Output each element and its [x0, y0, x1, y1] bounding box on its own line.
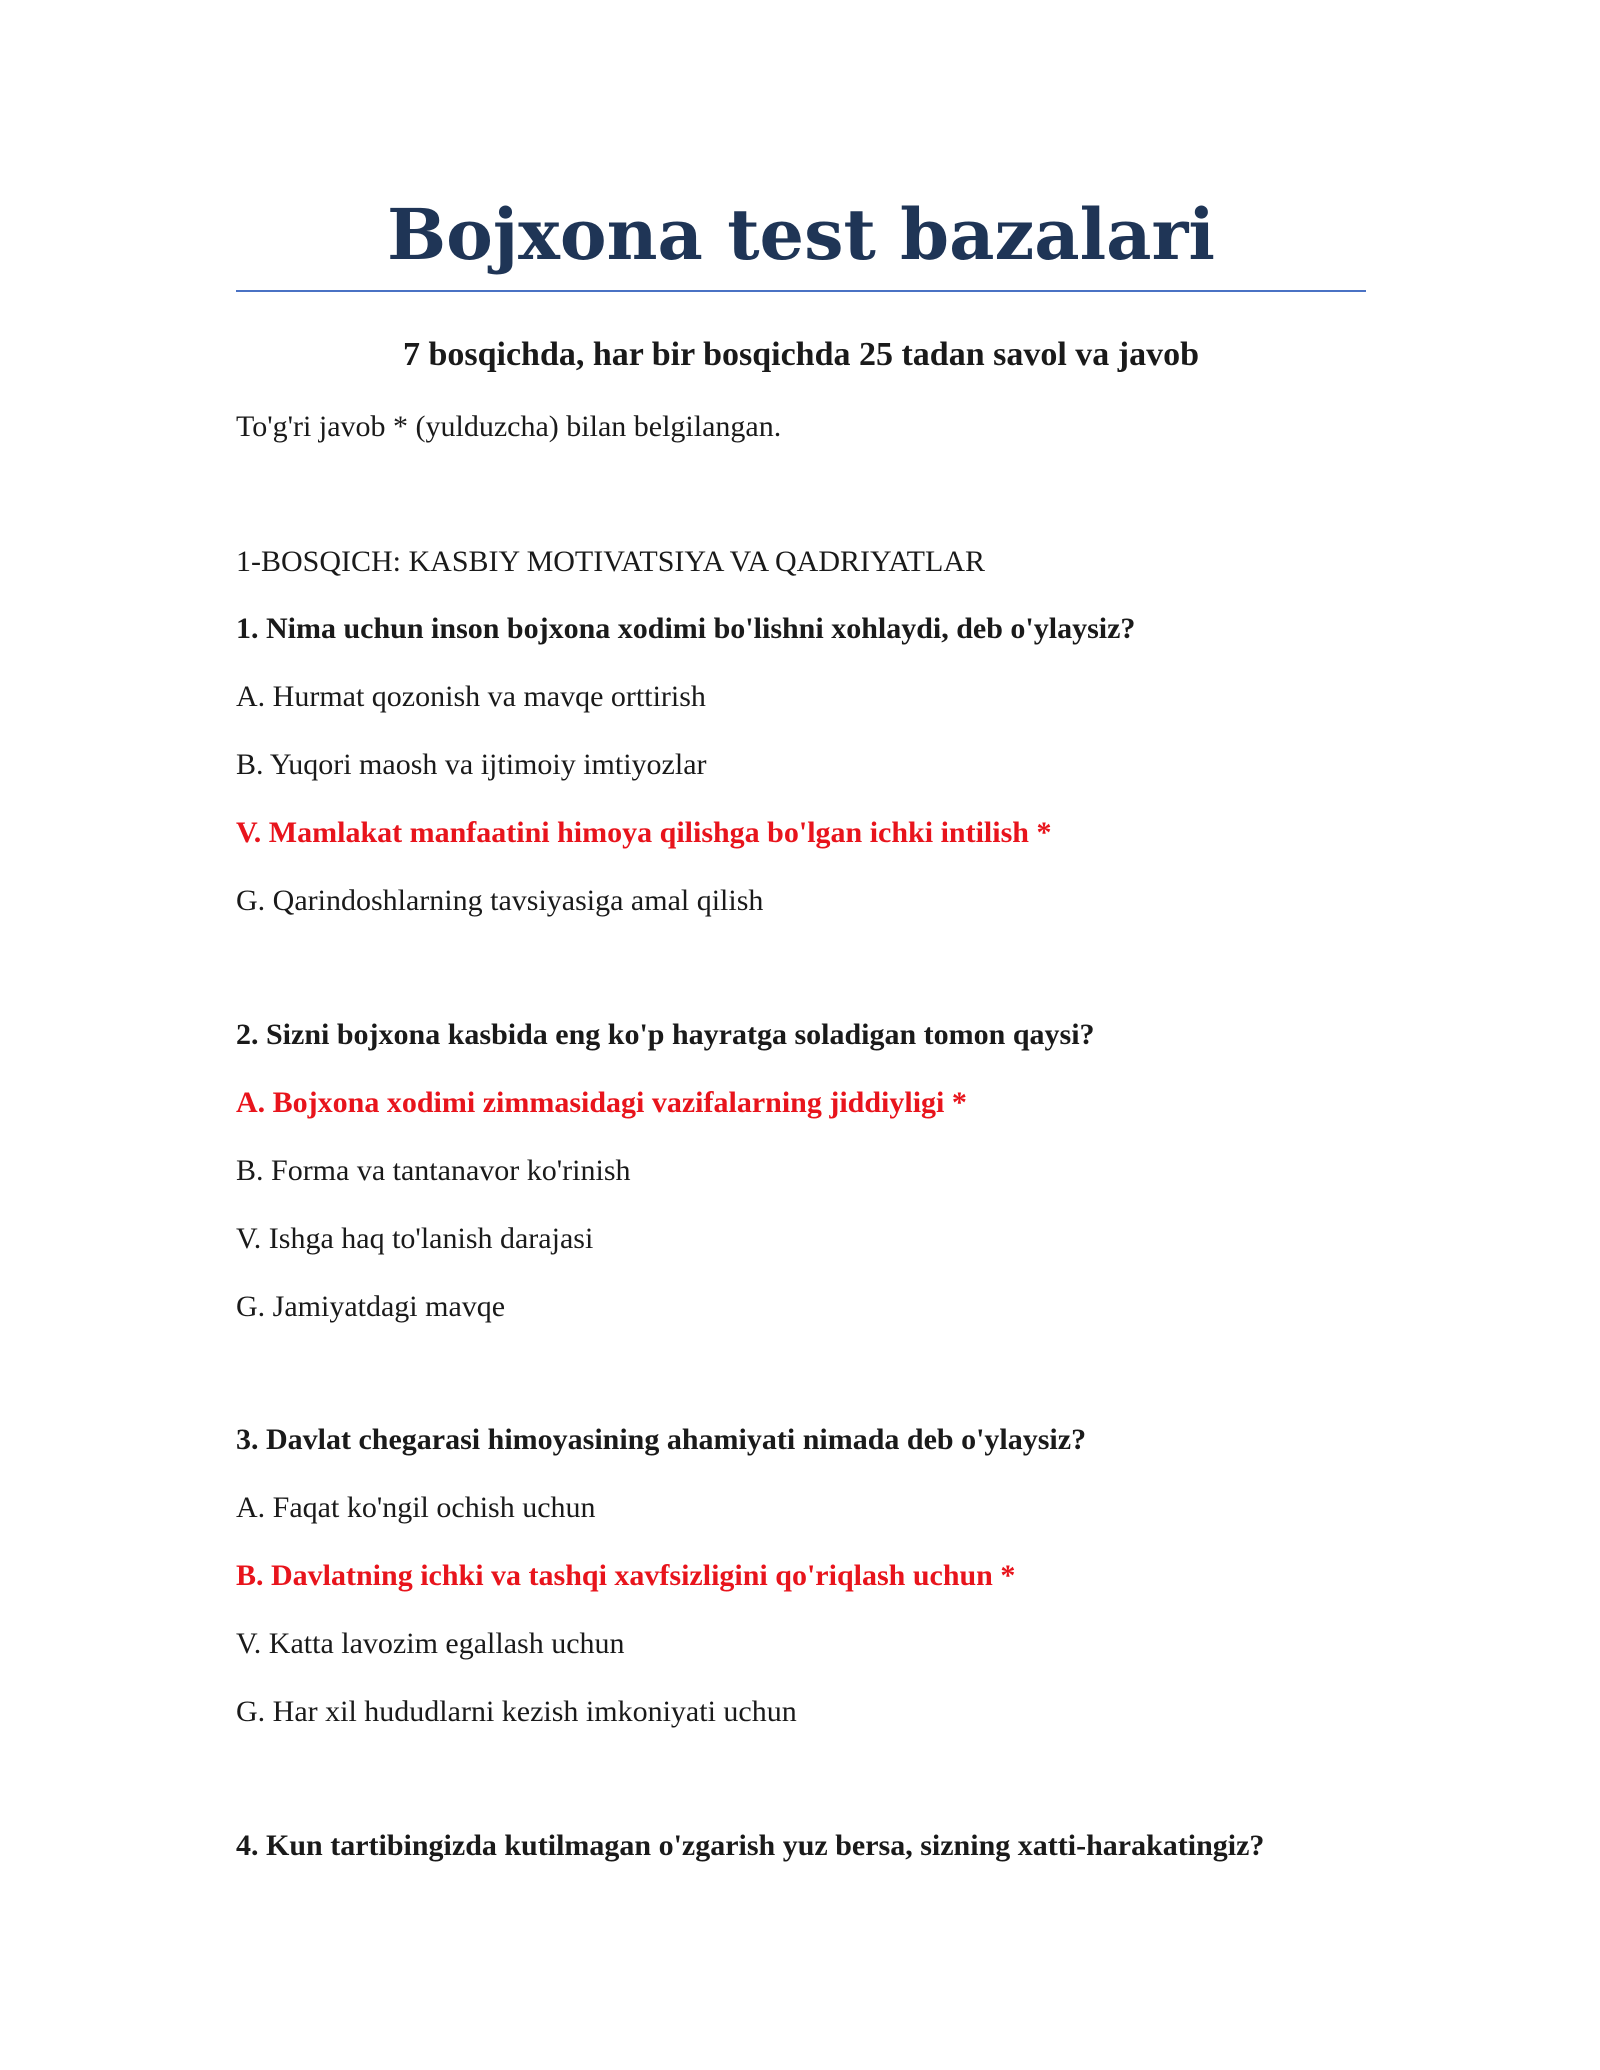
correct-answer-option: A. Bojxona xodimi zimmasidagi vazifalarning jiddiyligi * [236, 1086, 967, 1119]
question-text: 3. Davlat chegarasi himoyasining ahamiyati nimada deb o'ylaysiz? [236, 1423, 1087, 1456]
answer-option: G. Har xil hududlarni kezish imkoniyati uchun [236, 1695, 797, 1728]
question-text: 4. Kun tartibingizda kutilmagan o'zgarish yuz bersa, sizning xatti-harakatingiz? [236, 1829, 1265, 1862]
title-underline [236, 290, 1366, 292]
document-subtitle: 7 bosqichda, har bir bosqichda 25 tadan savol va javob [402, 336, 1200, 373]
question-block-1 [236, 609, 1366, 949]
correct-answer-option: B. Davlatning ichki va tashqi xavfsizligini qo'riqlash uchun * [236, 1559, 1016, 1592]
answer-option: G. Jamiyatdagi mavqe [236, 1290, 506, 1323]
document-page [236, 0, 1366, 2070]
answer-option: A. Hurmat qozonish va mavqe orttirish [236, 680, 706, 713]
answer-key-note: To'g'ri javob * (yulduzcha) bilan belgilangan. [236, 410, 782, 443]
section-heading: 1-BOSQICH: KASBIY MOTIVATSIYA VA QADRIYATLAR [236, 545, 985, 578]
answer-option: V. Ishga haq to'lanish darajasi [236, 1222, 594, 1255]
question-block-2 [236, 1015, 1366, 1355]
document-title: Bojxona test bazalari [386, 193, 1216, 276]
answer-option: A. Faqat ko'ngil ochish uchun [236, 1491, 596, 1524]
question-block-3 [236, 1420, 1366, 1760]
answer-option: B. Forma va tantanavor ko'rinish [236, 1154, 631, 1187]
question-text: 2. Sizni bojxona kasbida eng ko'p hayratga soladigan tomon qaysi? [236, 1018, 1095, 1051]
correct-answer-option: V. Mamlakat manfaatini himoya qilishga bo'lgan ichki intilish * [236, 816, 1052, 849]
question-text: 1. Nima uchun inson bojxona xodimi bo'lishni xohlaydi, deb o'ylaysiz? [236, 612, 1136, 645]
question-block-4 [236, 1826, 1366, 1894]
answer-option: B. Yuqori maosh va ijtimoiy imtiyozlar [236, 748, 707, 781]
answer-option: V. Katta lavozim egallash uchun [236, 1627, 625, 1660]
answer-option: G. Qarindoshlarning tavsiyasiga amal qilish [236, 884, 764, 917]
